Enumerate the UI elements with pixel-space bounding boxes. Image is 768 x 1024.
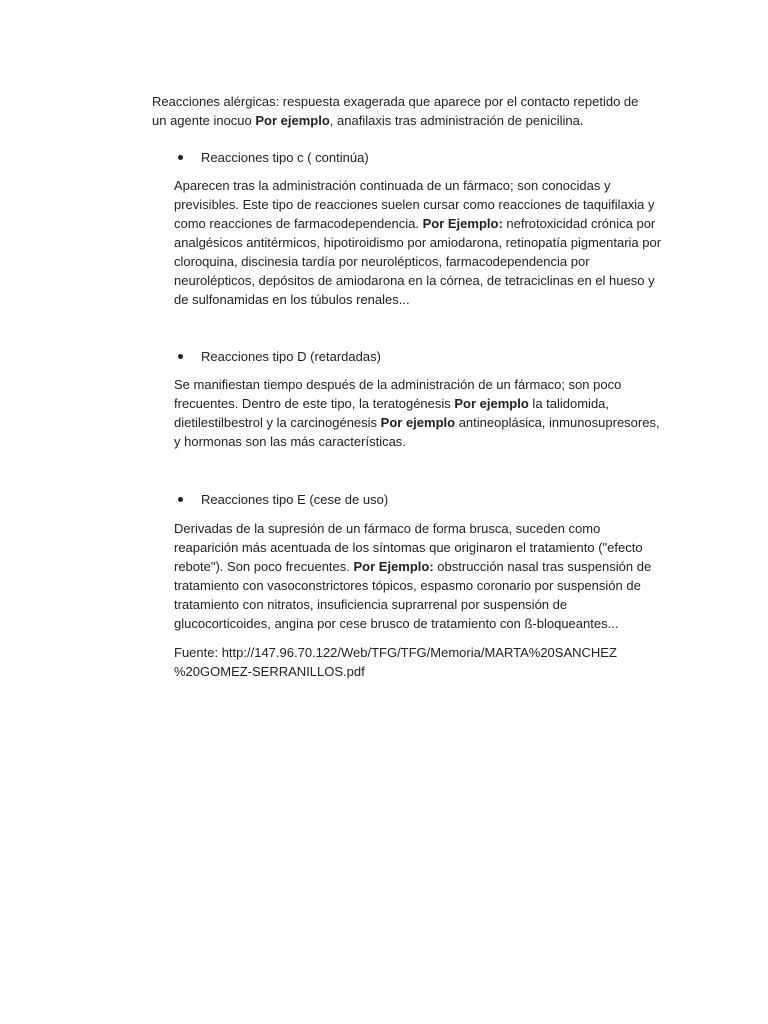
- bullet-icon: [178, 497, 183, 502]
- bullet-icon: [178, 354, 183, 359]
- section-e-example-label: Por Ejemplo:: [353, 559, 434, 574]
- intro-example-label: Por ejemplo: [255, 113, 330, 128]
- section-c-paragraph: Aparecen tras la administración continuada de un fármaco; son conocidas y previsibles. Este tipo de reacciones suelen cursar como reacciones de taquifilaxia y como reacciones de farmacodependencia. Por Ejemplo: nefrotoxicidad crónica por analgésicos antitérmicos, hipotiroidismo por amiodarona, retinopatía pigmentaria por cloroquina, discinesia tardía por neurolépticos, farmacodependencia por neurolépticos, depósitos de amiodarona en la córnea, de tetraciclinas en el hueso y de sulfonamidas en los túbulos renales...: [174, 178, 662, 307]
- intro-paragraph: Reacciones alérgicas: respuesta exagerada que aparece por el contacto repetido de un agente inocuo Por ejemplo, anafilaxis tras administración de penicilina.: [152, 94, 639, 128]
- section-d-example-label-1: Por ejemplo: [454, 396, 529, 411]
- section-e-heading: Reacciones tipo E (cese de uso): [178, 490, 388, 509]
- section-e-paragraph: Derivadas de la supresión de un fármaco de forma brusca, suceden como reaparición más acentuada de los síntomas que originaron el tratamiento ("efecto rebote"). Son poco frecuentes. Por Ejemplo: obstrucción nasal tras suspensión de tratamiento con vasoconstrictores tópicos, espasmo coronario por suspensión de tratamiento con nitratos, insuficiencia suprarrenal por suspensión de glucocorticoides, angina por cese brusco de tratamiento con ß-bloqueantes...: [174, 521, 652, 631]
- section-d-example-label-2: Por ejemplo: [380, 415, 456, 430]
- bullet-icon: [178, 155, 183, 160]
- section-c-example-label: Por Ejemplo:: [422, 216, 503, 231]
- section-d-paragraph: Se manifiestan tiempo después de la administración de un fármaco; son poco frecuentes. Dentro de este tipo, la teratogénesis Por ejemplo la talidomida, dietilestilbestrol y la carcinogénesis Por ejemplo antineoplásica, inmunosupresores, y hormonas son las más características.: [174, 377, 660, 449]
- source-citation: Fuente: http://147.96.70.122/Web/TFG/TFG/Memoria/MARTA%20SANCHEZ %20GOMEZ-SERRANILLOS.pdf: [174, 645, 617, 679]
- section-d-heading: Reacciones tipo D (retardadas): [178, 347, 381, 366]
- section-c-heading: Reacciones tipo c ( continúa): [178, 148, 369, 167]
